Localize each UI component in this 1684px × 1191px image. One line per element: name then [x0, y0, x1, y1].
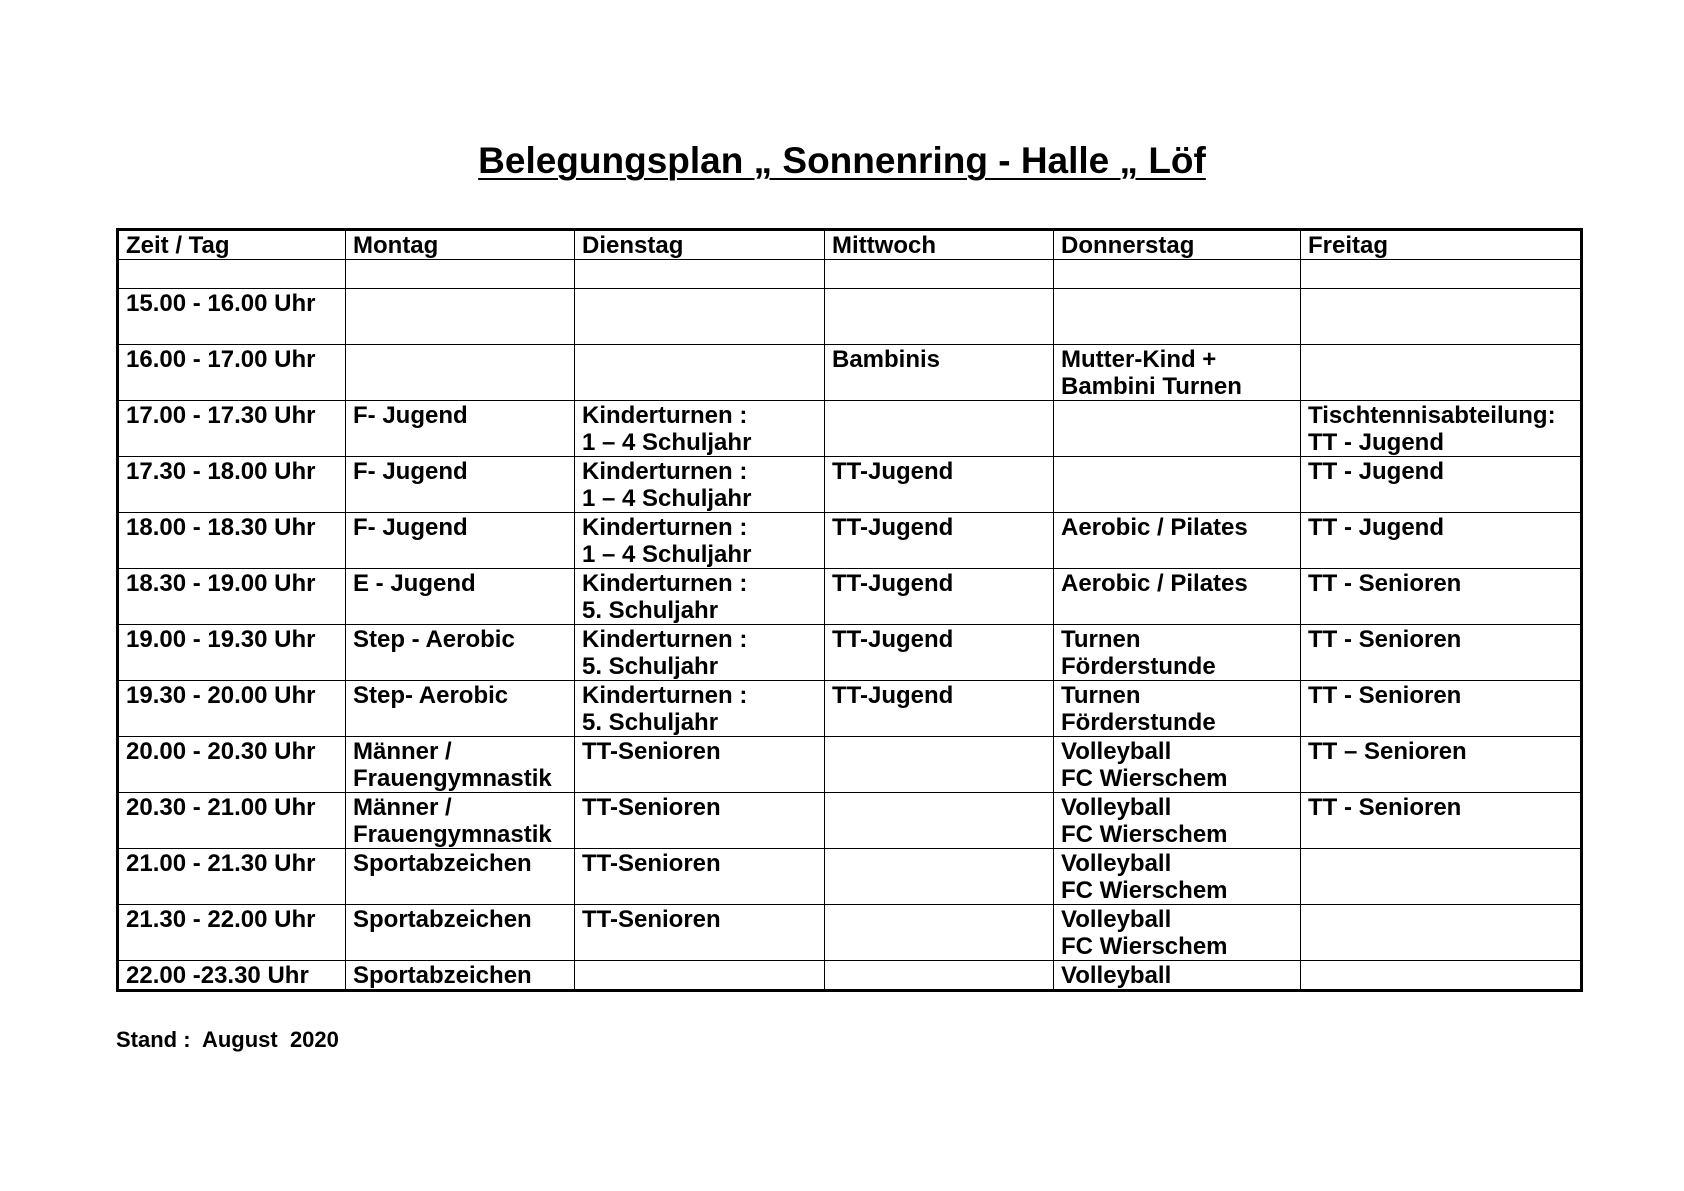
freitag-cell [1301, 849, 1582, 905]
time-cell: 21.30 - 22.00 Uhr [118, 905, 346, 961]
freitag-cell [1301, 961, 1582, 991]
time-cell: 21.00 - 21.30 Uhr [118, 849, 346, 905]
dienstag-cell: TT-Senioren [575, 793, 825, 849]
header-cell-zeit-tag: Zeit / Tag [118, 230, 346, 260]
table-cell [575, 260, 825, 289]
freitag-cell: TT - Senioren [1301, 681, 1582, 737]
header-cell-dienstag: Dienstag [575, 230, 825, 260]
dienstag-cell [575, 289, 825, 345]
time-cell: 19.30 - 20.00 Uhr [118, 681, 346, 737]
dienstag-cell: Kinderturnen : 1 – 4 Schuljahr [575, 457, 825, 513]
document-title: Belegungsplan „ Sonnenring - Halle „ Löf [478, 140, 1206, 181]
time-cell: 17.00 - 17.30 Uhr [118, 401, 346, 457]
mittwoch-cell: TT-Jugend [825, 569, 1054, 625]
donnerstag-cell: Volleyball FC Wierschem [1054, 849, 1301, 905]
table-row [118, 737, 1582, 793]
donnerstag-cell: Turnen Förderstunde [1054, 625, 1301, 681]
dienstag-cell: Kinderturnen : 5. Schuljahr [575, 681, 825, 737]
dienstag-cell: TT-Senioren [575, 905, 825, 961]
mittwoch-cell [825, 737, 1054, 793]
freitag-cell: TT - Senioren [1301, 793, 1582, 849]
montag-cell: Männer / Frauengymnastik [346, 793, 575, 849]
time-cell: 20.30 - 21.00 Uhr [118, 793, 346, 849]
montag-cell: Sportabzeichen [346, 905, 575, 961]
time-cell: 19.00 - 19.30 Uhr [118, 625, 346, 681]
freitag-cell: TT – Senioren [1301, 737, 1582, 793]
table-row [118, 289, 1582, 345]
freitag-cell: TT - Senioren [1301, 625, 1582, 681]
mittwoch-cell [825, 905, 1054, 961]
donnerstag-cell: Aerobic / Pilates [1054, 569, 1301, 625]
dienstag-cell: Kinderturnen : 1 – 4 Schuljahr [575, 401, 825, 457]
header-cell-mittwoch: Mittwoch [825, 230, 1054, 260]
donnerstag-cell: Volleyball FC Wierschem [1054, 793, 1301, 849]
dienstag-cell: TT-Senioren [575, 737, 825, 793]
freitag-cell [1301, 289, 1582, 345]
mittwoch-cell [825, 401, 1054, 457]
mittwoch-cell [825, 793, 1054, 849]
montag-cell: Step - Aerobic [346, 625, 575, 681]
table-cell [825, 260, 1054, 289]
header-cell-montag: Montag [346, 230, 575, 260]
table-cell [1301, 260, 1582, 289]
donnerstag-cell [1054, 457, 1301, 513]
schedule-table [116, 228, 1583, 992]
donnerstag-cell: Volleyball [1054, 961, 1301, 991]
table-row [118, 681, 1582, 737]
time-cell: 20.00 - 20.30 Uhr [118, 737, 346, 793]
montag-cell: Sportabzeichen [346, 849, 575, 905]
donnerstag-cell [1054, 289, 1301, 345]
montag-cell: Sportabzeichen [346, 961, 575, 991]
blank-row [118, 260, 1582, 289]
header-cell-donnerstag: Donnerstag [1054, 230, 1301, 260]
montag-cell: F- Jugend [346, 513, 575, 569]
freitag-cell [1301, 905, 1582, 961]
montag-cell: F- Jugend [346, 457, 575, 513]
mittwoch-cell [825, 849, 1054, 905]
dienstag-cell: Kinderturnen : 5. Schuljahr [575, 625, 825, 681]
donnerstag-cell: Mutter-Kind + Bambini Turnen [1054, 345, 1301, 401]
freitag-cell: TT - Jugend [1301, 457, 1582, 513]
mittwoch-cell [825, 961, 1054, 991]
mittwoch-cell [825, 289, 1054, 345]
montag-cell: E - Jugend [346, 569, 575, 625]
table-cell [346, 260, 575, 289]
table-cell [118, 260, 346, 289]
time-cell: 18.00 - 18.30 Uhr [118, 513, 346, 569]
table-row [118, 345, 1582, 401]
table-row [118, 401, 1582, 457]
header-cell-freitag: Freitag [1301, 230, 1582, 260]
dienstag-cell: Kinderturnen : 5. Schuljahr [575, 569, 825, 625]
freitag-cell [1301, 345, 1582, 401]
donnerstag-cell: Turnen Förderstunde [1054, 681, 1301, 737]
mittwoch-cell: TT-Jugend [825, 513, 1054, 569]
montag-cell: Männer / Frauengymnastik [346, 737, 575, 793]
dienstag-cell: TT-Senioren [575, 849, 825, 905]
table-row [118, 905, 1582, 961]
montag-cell: Step- Aerobic [346, 681, 575, 737]
mittwoch-cell: TT-Jugend [825, 457, 1054, 513]
time-cell: 17.30 - 18.00 Uhr [118, 457, 346, 513]
montag-cell [346, 345, 575, 401]
table-row [118, 625, 1582, 681]
montag-cell: F- Jugend [346, 401, 575, 457]
dienstag-cell [575, 345, 825, 401]
dienstag-cell: Kinderturnen : 1 – 4 Schuljahr [575, 513, 825, 569]
mittwoch-cell: TT-Jugend [825, 625, 1054, 681]
donnerstag-cell: Volleyball FC Wierschem [1054, 905, 1301, 961]
table-row [118, 793, 1582, 849]
time-cell: 16.00 - 17.00 Uhr [118, 345, 346, 401]
dienstag-cell [575, 961, 825, 991]
donnerstag-cell [1054, 401, 1301, 457]
table-header-row [118, 230, 1582, 260]
table-row [118, 513, 1582, 569]
time-cell: 18.30 - 19.00 Uhr [118, 569, 346, 625]
table-row [118, 457, 1582, 513]
freitag-cell: TT - Jugend [1301, 513, 1582, 569]
status-date: Stand : August 2020 [116, 1027, 339, 1052]
schedule-body [118, 260, 1582, 991]
table-row [118, 849, 1582, 905]
donnerstag-cell: Volleyball FC Wierschem [1054, 737, 1301, 793]
table-cell [1054, 260, 1301, 289]
time-cell: 15.00 - 16.00 Uhr [118, 289, 346, 345]
table-row [118, 961, 1582, 991]
freitag-cell: TT - Senioren [1301, 569, 1582, 625]
mittwoch-cell: Bambinis [825, 345, 1054, 401]
freitag-cell: Tischtennisabteilung: TT - Jugend [1301, 401, 1582, 457]
mittwoch-cell: TT-Jugend [825, 681, 1054, 737]
donnerstag-cell: Aerobic / Pilates [1054, 513, 1301, 569]
table-row [118, 569, 1582, 625]
time-cell: 22.00 -23.30 Uhr [118, 961, 346, 991]
montag-cell [346, 289, 575, 345]
